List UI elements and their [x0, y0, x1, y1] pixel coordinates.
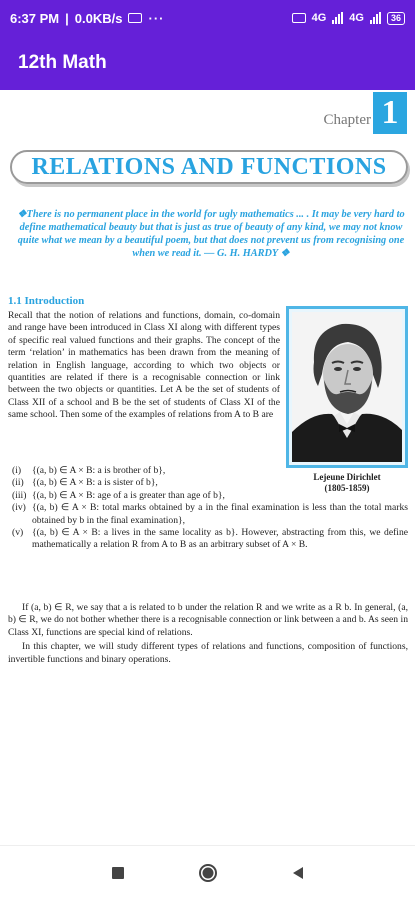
app-title: 12th Math: [18, 52, 107, 73]
example-number: (ii): [12, 477, 24, 489]
example-item: [8, 490, 408, 502]
recents-button[interactable]: [106, 861, 130, 885]
circle-icon: [198, 863, 218, 883]
example-text: {(a, b) ∈ A × B: age of a is greater than age of b},: [32, 489, 225, 501]
chapter-quote: ❖There is no permanent place in the world for ugly mathematics ... . It may be very hard to define mathematical beauty but that is just as true of beauty of any kind, we may not know quite what we mean by a beautiful poem, but that does not prevent us from recognising one when we read it. — G. H. HARDY ❖: [17, 209, 405, 259]
hd-icon: [292, 13, 306, 23]
example-number: (v): [12, 527, 24, 539]
example-text: {(a, b) ∈ A × B: a is sister of b},: [32, 477, 158, 489]
network-type-1: 4G: [311, 12, 327, 24]
status-speed: 0.0KB/s: [74, 10, 123, 26]
closing-paragraphs: [8, 602, 408, 668]
chapter-title: RELATIONS AND FUNCTIONS: [31, 153, 387, 180]
paragraph: If (a, b) ∈ R, we say that a is related to b under the relation R and we write as a R b. In general, (a, b) ∈ R, we do not bother whether there is a recognisable connection or link between a and b. As seen in Class XI, functions are special kind of relations.: [8, 602, 408, 638]
example-text: {(a, b) ∈ A × B: a is brother of b},: [32, 465, 166, 476]
pdf-page[interactable]: [0, 90, 415, 845]
status-right: [292, 12, 405, 25]
network-type-2: 4G: [349, 12, 364, 24]
example-item: [8, 465, 408, 477]
chapter-label: Chapter: [323, 112, 371, 128]
message-icon: [128, 13, 142, 23]
portrait-name: Lejeune Dirichlet: [313, 472, 381, 482]
more-notifications-icon: ···: [148, 10, 165, 26]
paragraph: In this chapter, we will study different types of relations and functions, composition of functions, invertible functions and binary operations.: [8, 641, 408, 665]
portrait-years: (1805-1859): [324, 483, 370, 493]
triangle-icon: [291, 866, 305, 880]
square-icon: [111, 866, 125, 880]
status-separator: |: [65, 10, 69, 26]
example-item: [8, 527, 408, 552]
signal-icon-2: [370, 12, 381, 24]
chapter-number: 1: [373, 92, 407, 134]
intro-paragraph: Recall that the notion of relations and functions, domain, co-domain and range have been introduced in Class XI along with different types of specific real valued functions and their graphs. The concept of the term ‘relation’ in mathematics has been drawn from the meaning of relation in English language, according to which two objects or quantities are related if there is a recognisable connection or link between the two objects or quantities. Let A be the set of students of Class XII of a school and B be the set of students of Class XI of the same school. Then some of the examples of relations from A to B are: [8, 310, 280, 421]
navigation-bar: [0, 845, 415, 900]
signal-icon: [332, 12, 343, 24]
status-bar: [0, 0, 415, 36]
chapter-title-box: [10, 150, 408, 184]
back-button[interactable]: [286, 861, 310, 885]
home-button[interactable]: [196, 861, 220, 885]
example-number: (i): [12, 465, 22, 476]
example-number: (iv): [12, 502, 26, 514]
examples-list: [8, 465, 408, 552]
example-item: [8, 477, 408, 489]
example-item: [8, 502, 408, 527]
example-text: {(a, b) ∈ A × B: total marks obtained by a in the final examination is less than the total marks obtained by b in the final examination},: [32, 502, 408, 526]
battery-icon: 36: [387, 12, 405, 25]
portrait-image: [292, 312, 402, 462]
status-left: [10, 11, 164, 26]
status-time: 6:37 PM: [10, 10, 60, 26]
example-number: (iii): [12, 489, 27, 501]
app-bar: [0, 36, 415, 90]
section-heading: 1.1 Introduction: [8, 295, 85, 307]
dirichlet-portrait: [292, 312, 402, 462]
portrait-frame: [286, 306, 408, 468]
example-text: {(a, b) ∈ A × B: a lives in the same locality as b}. However, abstracting from this, we define mathematically a relation R from A to B as an arbitrary subset of A × B.: [32, 527, 408, 551]
